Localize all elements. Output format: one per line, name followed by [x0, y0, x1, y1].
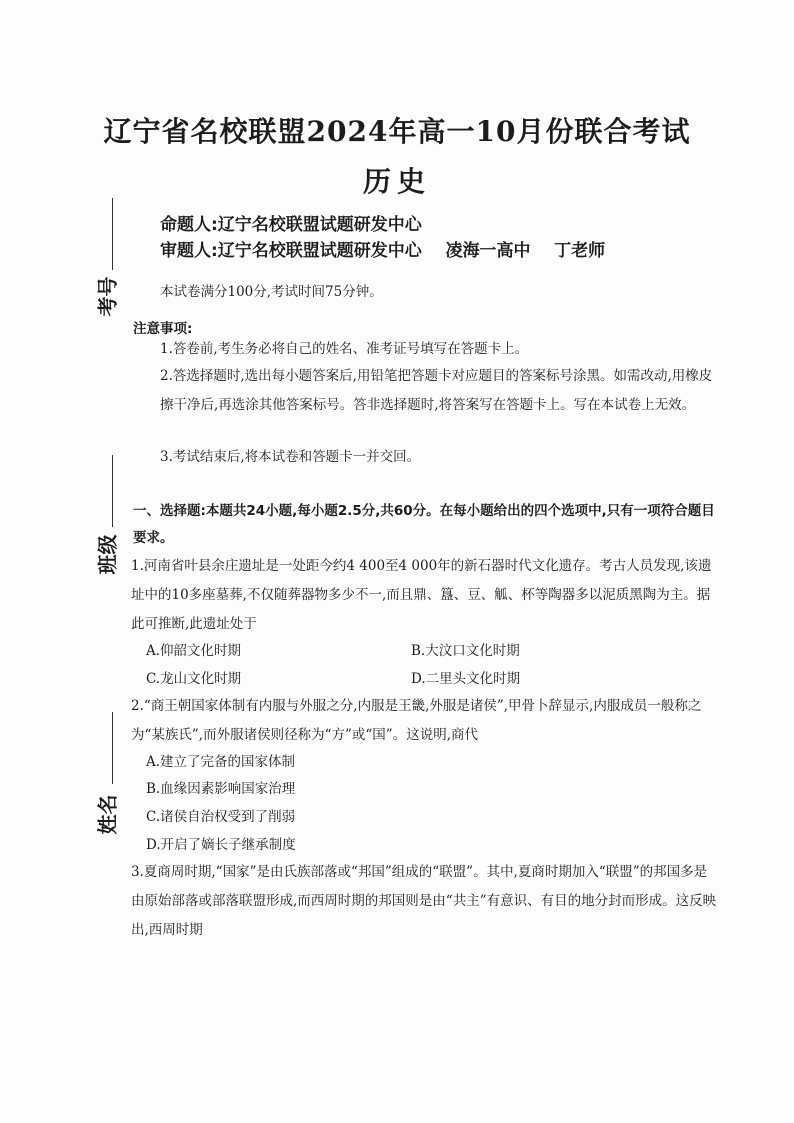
- option-a: A.建立了完备的国家体制: [146, 754, 296, 770]
- setter-line: 命题人:辽宁名校联盟试题研发中心: [160, 215, 422, 235]
- option-d: D.二里头文化时期: [411, 671, 521, 687]
- option-b: B.大汶口文化时期: [411, 643, 520, 659]
- option-b: B.血缘因素影响国家治理: [146, 781, 296, 797]
- option-c: C.龙山文化时期: [146, 671, 242, 687]
- notice-item: 1.答卷前,考生务必将自己的姓名、准考证号填写在答题卡上。: [160, 341, 529, 357]
- name-label: 姓名: [95, 794, 120, 835]
- name-line: [112, 712, 113, 784]
- notice-item: 3.考试结束后,将本试卷和答题卡一并交回。: [160, 449, 421, 465]
- option-c: C.诸侯自治权受到了削弱: [146, 809, 296, 825]
- exam-no-label: 考号: [95, 276, 120, 317]
- notice-item: 2.答选择题时,选出每小题答案后,用铅笔把答题卡对应题目的答案标号涂黑。如需改动,用橡皮擦干净后,再选涂其他答案标号。答非选择题时,将答案写在答题卡上。写在本试卷上无效。: [160, 368, 713, 413]
- exam-info: 本试卷满分100分,考试时间75分钟。: [160, 284, 383, 300]
- question-stem: 2.“商王朝国家体制有内服与外服之分,内服是王畿,外服是诸侯”,甲骨卜辞显示,内服成员一般称之为“某族氏”,而外服诸侯则径称为“方”或“国”。这说明,商代: [131, 698, 702, 743]
- question-stem: 1.河南省叶县余庄遗址是一处距今约4 400至4 000年的新石器时代文化遗存。考古人员发现,该遗址中的10多座墓葬,不仅随葬器物多少不一,而且鼎、簋、豆、觚、杯等陶器多以泥质黑陶为主。据此可推断,此遗址处于: [131, 558, 712, 632]
- exam-subject: 历史: [362, 165, 431, 198]
- option-d: D.开启了嫡长子继承制度: [146, 837, 296, 853]
- exam-no-line: [112, 198, 113, 270]
- exam-title: 辽宁省名校联盟2024年高一10月份联合考试: [103, 115, 691, 148]
- class-label: 班级: [95, 534, 120, 575]
- reviewer-line: 审题人:辽宁名校联盟试题研发中心 凌海一高中 丁老师: [160, 241, 606, 261]
- notice-title: 注意事项:: [133, 321, 193, 337]
- option-a: A.仰韶文化时期: [146, 643, 242, 659]
- class-line: [112, 455, 113, 527]
- question-stem: 3.夏商周时期,“国家”是由氏族部落或“邦国”组成的“联盟”。其中,夏商时期加入“联盟”的邦国多是由原始部落或部落联盟形成,而西周时期的邦国则是由“共主”有意识、有目的地分封而形成。这反映出,西周时期: [131, 864, 717, 938]
- section-heading: 一、选择题:本题共24小题,每小题2.5分,共60分。在每小题给出的四个选项中,只有一项符合题目要求。: [133, 503, 715, 546]
